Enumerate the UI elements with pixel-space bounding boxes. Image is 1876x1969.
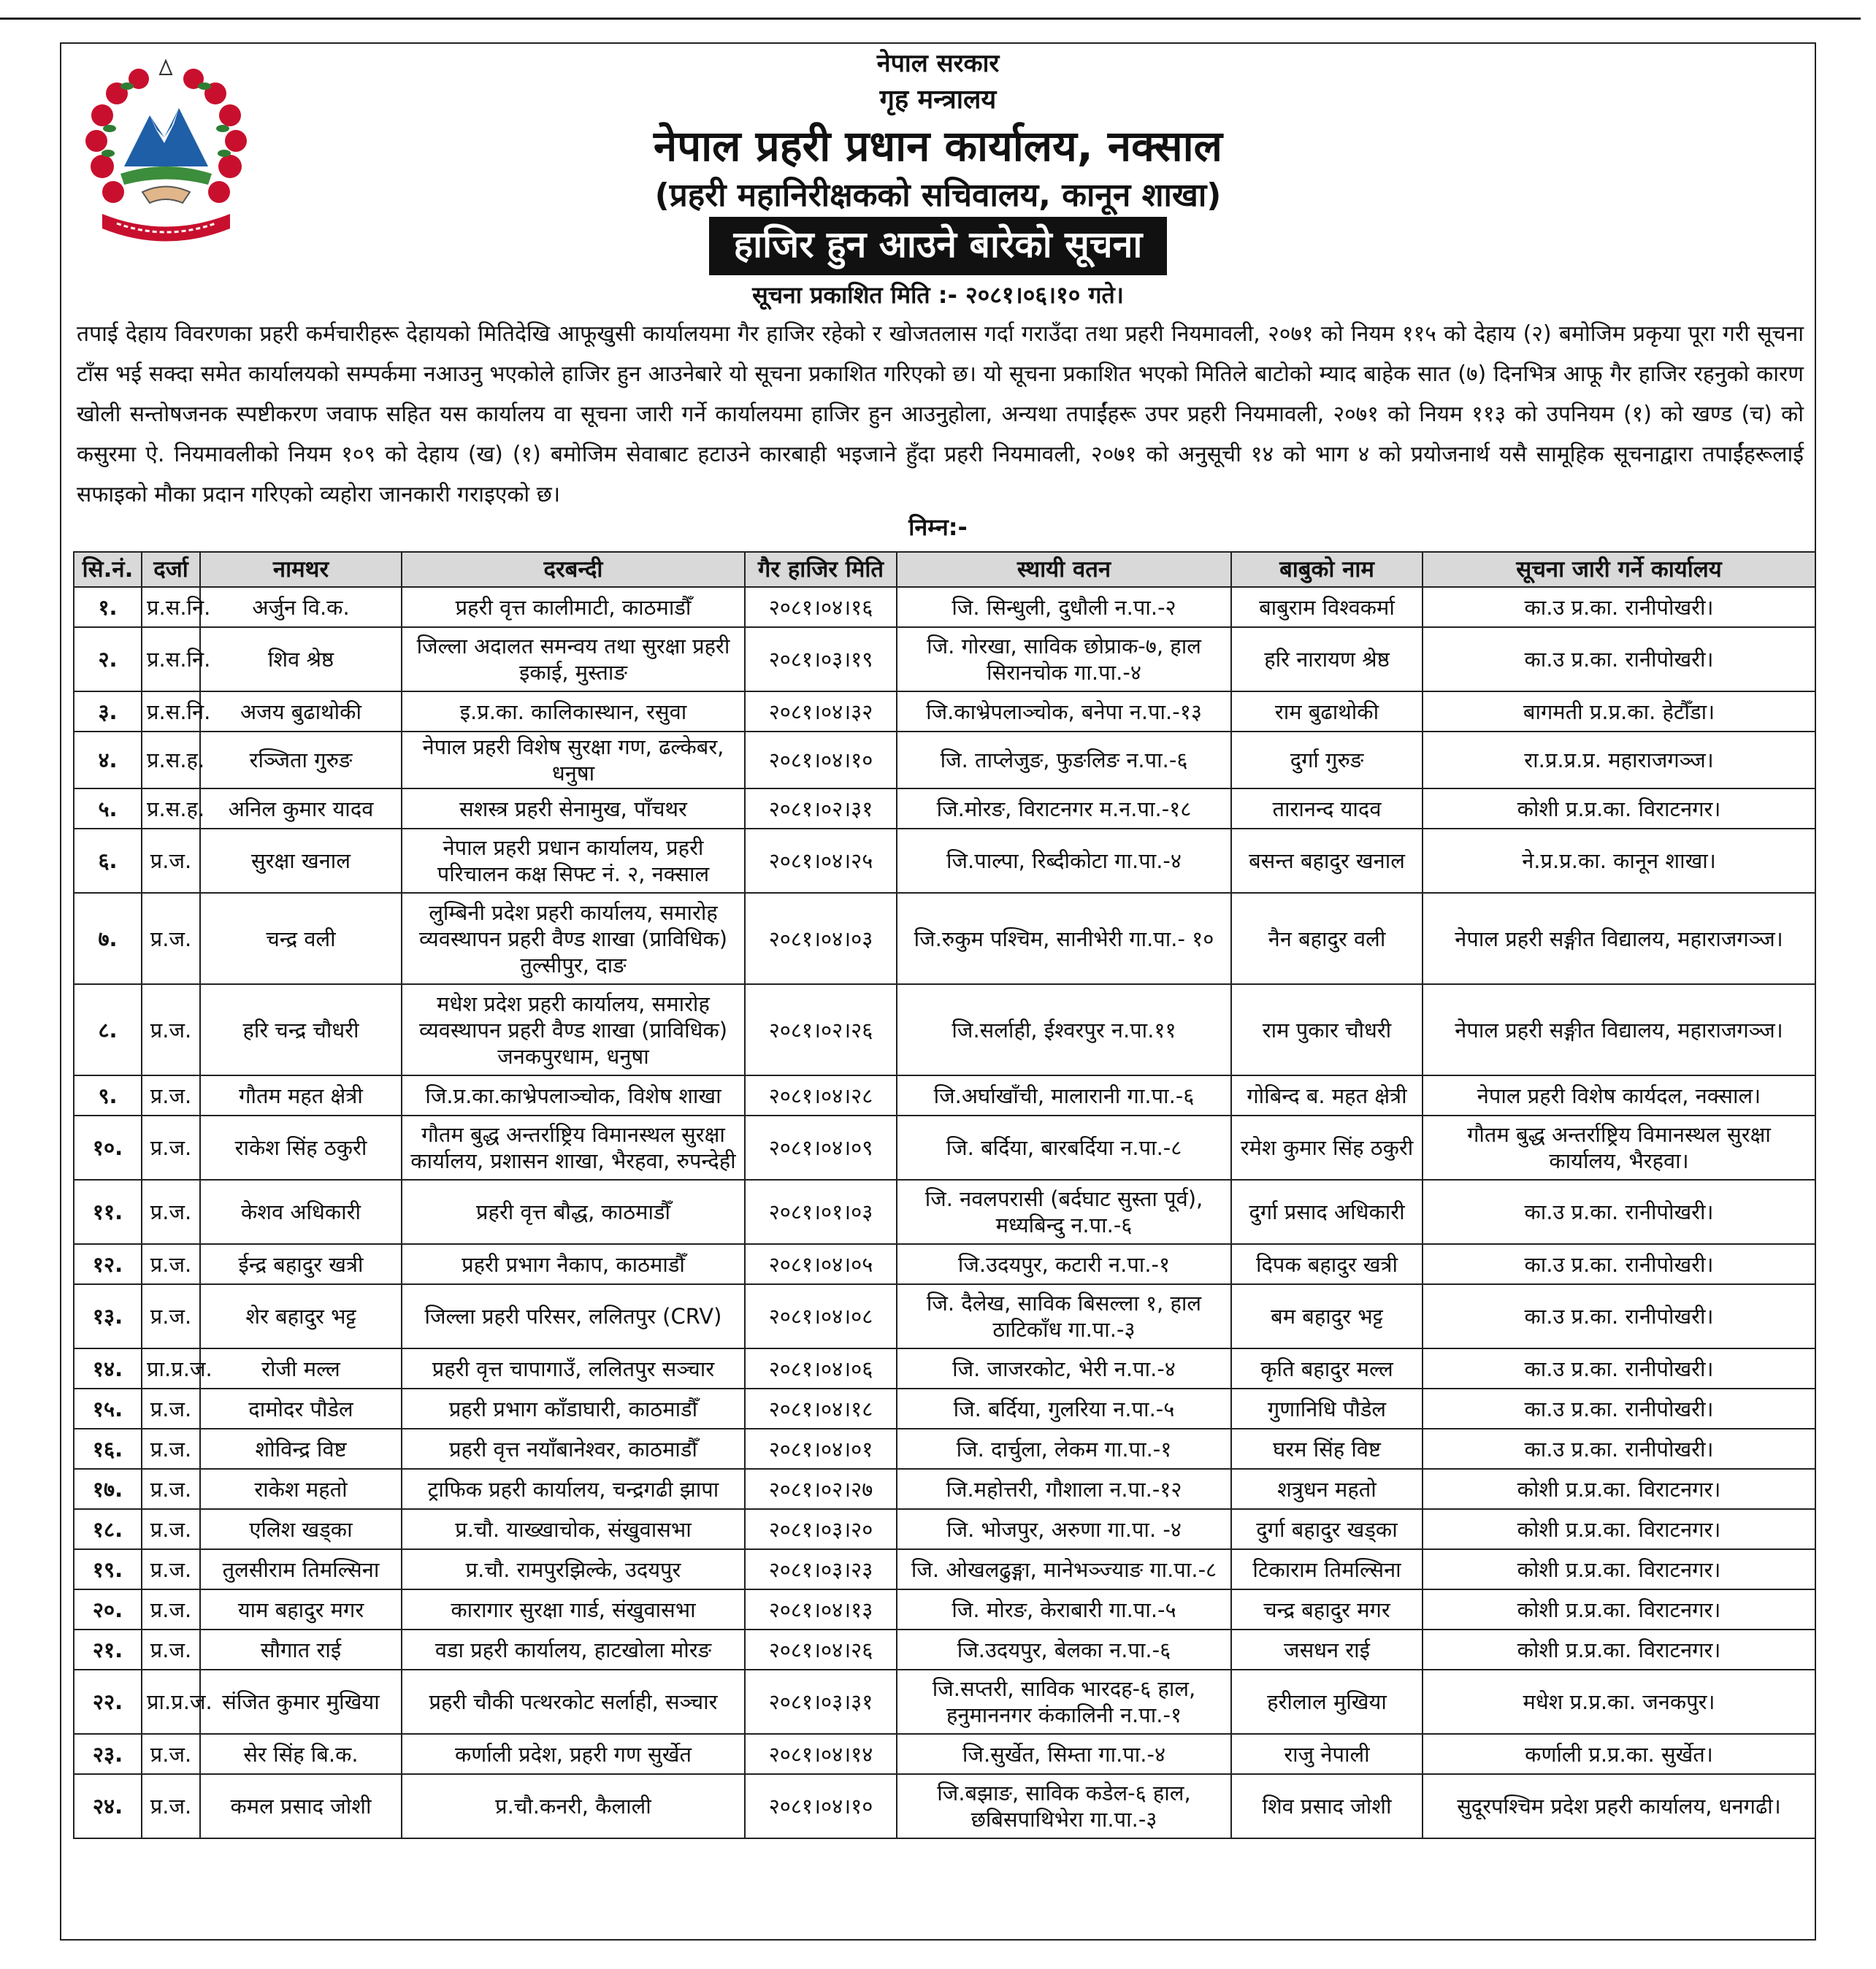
serial-cell: १२. (74, 1244, 142, 1284)
issuing-office-cell: का.उ प्र.का. रानीपोखरी। (1423, 1284, 1815, 1348)
issuing-office-cell: नेपाल प्रहरी विशेष कार्यदल, नक्साल। (1423, 1075, 1815, 1116)
issuing-office-cell: सुदूरपश्चिम प्रदेश प्रहरी कार्यालय, धनगढी। (1423, 1774, 1815, 1838)
father-cell: हरि नारायण श्रेष्ठ (1231, 627, 1423, 691)
father-cell: राम पुकार चौधरी (1231, 984, 1423, 1075)
absent-date-cell: २०८१।०२।३१ (745, 788, 897, 829)
table-row (74, 732, 1815, 788)
father-cell: टिकाराम तिमल्सिना (1231, 1549, 1423, 1589)
serial-cell: १०. (74, 1116, 142, 1180)
government-name: नेपाल सरकार (876, 49, 1000, 78)
posting-cell: मधेश प्रदेश प्रहरी कार्यालय, समारोह व्यवस्थापन प्रहरी वैण्ड शाखा (प्राविधिक) जनकपुरधाम, धनुषा (402, 984, 745, 1075)
serial-cell: ६. (74, 829, 142, 893)
absent-date-cell: २०८१।०३।१९ (745, 627, 897, 691)
serial-cell: १६. (74, 1429, 142, 1469)
address-cell: जि. बर्दिया, बारबर्दिया न.पा.-८ (897, 1116, 1231, 1180)
posting-cell: ट्राफिक प्रहरी कार्यालय, चन्द्रगढी झापा (402, 1469, 745, 1509)
table-row (74, 829, 1815, 893)
issuing-office-cell: कर्णाली प्र.प्र.का. सुर्खेत। (1423, 1734, 1815, 1774)
posting-cell: जि.प्र.का.काभ्रेपलाञ्चोक, विशेष शाखा (402, 1075, 745, 1116)
father-cell: बसन्त बहादुर खनाल (1231, 829, 1423, 893)
posting-cell: नेपाल प्रहरी विशेष सुरक्षा गण, ढल्केबर, धनुषा (402, 732, 745, 788)
father-cell: बम बहादुर भट्ट (1231, 1284, 1423, 1348)
posting-cell: प्र.चौ. याख्खाचोक, संखुवासभा (402, 1509, 745, 1549)
father-cell: घरम सिंह विष्ट (1231, 1429, 1423, 1469)
rank-cell: प्र.स.ह. (142, 732, 200, 788)
serial-cell: ७. (74, 893, 142, 984)
table-row (74, 1429, 1815, 1469)
issuing-office-cell: नेपाल प्रहरी सङ्गीत विद्यालय, महाराजगञ्ज। (1423, 984, 1815, 1075)
table-row (74, 1630, 1815, 1670)
rank-cell: प्र.ज. (142, 1244, 200, 1284)
name-cell: अनिल कुमार यादव (200, 788, 402, 829)
rank-cell: प्र.ज. (142, 984, 200, 1075)
serial-cell: ५. (74, 788, 142, 829)
name-cell: कमल प्रसाद जोशी (200, 1774, 402, 1838)
absent-date-cell: २०८१।०४।१६ (745, 587, 897, 627)
name-cell: हरि चन्द्र चौधरी (200, 984, 402, 1075)
posting-cell: वडा प्रहरी कार्यालय, हाटखोला मोरङ (402, 1630, 745, 1670)
serial-cell: १८. (74, 1509, 142, 1549)
name-cell: अर्जुन वि.क. (200, 587, 402, 627)
father-cell: दुर्गा प्रसाद अधिकारी (1231, 1180, 1423, 1244)
posting-cell: कारागार सुरक्षा गार्ड, संखुवासभा (402, 1589, 745, 1630)
issuing-office-cell: का.उ प्र.का. रानीपोखरी। (1423, 627, 1815, 691)
address-cell: जि.रुकुम पश्चिम, सानीभेरी गा.पा.- १० (897, 893, 1231, 984)
absent-date-cell: २०८१।०४।०६ (745, 1348, 897, 1389)
issuing-office-cell: नेपाल प्रहरी सङ्गीत विद्यालय, महाराजगञ्ज। (1423, 893, 1815, 984)
table-row (74, 1348, 1815, 1389)
rank-cell: प्र.ज. (142, 1075, 200, 1116)
serial-cell: ३. (74, 691, 142, 732)
posting-cell: गौतम बुद्ध अन्तर्राष्ट्रिय विमानस्थल सुरक्षा कार्यालय, प्रशासन शाखा, भैरहवा, रुपन्देही (402, 1116, 745, 1180)
absent-date-cell: २०८१।०४।२८ (745, 1075, 897, 1116)
name-cell: रोजी मल्ल (200, 1348, 402, 1389)
address-cell: जि. जाजरकोट, भेरी न.पा.-४ (897, 1348, 1231, 1389)
rank-cell: प्र.ज. (142, 1429, 200, 1469)
posting-cell: नेपाल प्रहरी प्रधान कार्यालय, प्रहरी परिचालन कक्ष सिफ्ट नं. २, नक्साल (402, 829, 745, 893)
header-posting: दरबन्दी (402, 552, 745, 587)
issuing-office-cell: कोशी प्र.प्र.का. विराटनगर। (1423, 788, 1815, 829)
issuing-office-cell: का.उ प्र.का. रानीपोखरी। (1423, 1180, 1815, 1244)
absent-date-cell: २०८१।०४।१८ (745, 1389, 897, 1429)
serial-cell: २. (74, 627, 142, 691)
address-cell: जि.अर्घाखाँची, मालारानी गा.पा.-६ (897, 1075, 1231, 1116)
list-intro: निम्न:- (908, 513, 968, 541)
father-cell: चन्द्र बहादुर मगर (1231, 1589, 1423, 1630)
name-cell: गौतम महत क्षेत्री (200, 1075, 402, 1116)
absent-date-cell: २०८१।०४।०९ (745, 1116, 897, 1180)
address-cell: जि.उदयपुर, बेलका न.पा.-६ (897, 1630, 1231, 1670)
issuing-office-cell: ने.प्र.प्र.का. कानून शाखा। (1423, 829, 1815, 893)
rank-cell: प्रा.प्र.ज. (142, 1348, 200, 1389)
name-cell: शोविन्द्र विष्ट (200, 1429, 402, 1469)
issuing-office-cell: का.उ प्र.का. रानीपोखरी। (1423, 1429, 1815, 1469)
serial-cell: ८. (74, 984, 142, 1075)
father-cell: कृति बहादुर मल्ल (1231, 1348, 1423, 1389)
table-row (74, 1670, 1815, 1734)
rank-cell: प्र.ज. (142, 1180, 200, 1244)
posting-cell: प्र.चौ.कनरी, कैलाली (402, 1774, 745, 1838)
father-cell: तारानन्द यादव (1231, 788, 1423, 829)
issuing-office-cell: का.उ प्र.का. रानीपोखरी। (1423, 1389, 1815, 1429)
serial-cell: ११. (74, 1180, 142, 1244)
address-cell: जि. बर्दिया, गुलरिया न.पा.-५ (897, 1389, 1231, 1429)
ministry-name: गृह मन्त्रालय (879, 85, 997, 115)
posting-cell: प्रहरी वृत्त बौद्ध, काठमाडौँ (402, 1180, 745, 1244)
father-cell: दिपक बहादुर खत्री (1231, 1244, 1423, 1284)
father-cell: नैन बहादुर वली (1231, 893, 1423, 984)
serial-cell: ९. (74, 1075, 142, 1116)
absent-date-cell: २०८१।०४।०८ (745, 1284, 897, 1348)
name-cell: सौगात राई (200, 1630, 402, 1670)
rank-cell: प्र.ज. (142, 1774, 200, 1838)
table-row (74, 1509, 1815, 1549)
name-cell: ईन्द्र बहादुर खत्री (200, 1244, 402, 1284)
issuing-office-cell: कोशी प्र.प्र.का. विराटनगर। (1423, 1630, 1815, 1670)
header-rank: दर्जा (142, 552, 200, 587)
address-cell: जि. भोजपुर, अरुणा गा.पा. -४ (897, 1509, 1231, 1549)
address-cell: जि. दैलेख, साविक बिसल्ला १, हाल ठाटिकाँध गा.पा.-३ (897, 1284, 1231, 1348)
name-cell: चन्द्र वली (200, 893, 402, 984)
posting-cell: सशस्त्र प्रहरी सेनामुख, पाँचथर (402, 788, 745, 829)
address-cell: जि. दार्चुला, लेकम गा.पा.-१ (897, 1429, 1231, 1469)
name-cell: राकेश सिंह ठकुरी (200, 1116, 402, 1180)
rank-cell: प्र.ज. (142, 893, 200, 984)
posting-cell: जिल्ला अदालत समन्वय तथा सुरक्षा प्रहरी इकाई, मुस्ताङ (402, 627, 745, 691)
table-row (74, 691, 1815, 732)
table-row (74, 1469, 1815, 1509)
address-cell: जि.सप्तरी, साविक भारदह-६ हाल, हनुमाननगर कंकालिनी न.पा.-१ (897, 1670, 1231, 1734)
branch-subtitle: (प्रहरी महानिरीक्षकको सचिवालय, कानून शाखा) (654, 177, 1222, 214)
father-cell: गुणानिधि पौडेल (1231, 1389, 1423, 1429)
address-cell: जि.महोत्तरी, गौशाला न.पा.-१२ (897, 1469, 1231, 1509)
table-row (74, 1244, 1815, 1284)
serial-cell: १. (74, 587, 142, 627)
serial-cell: १५. (74, 1389, 142, 1429)
father-cell: दुर्गा गुरुङ (1231, 732, 1423, 788)
notice-body-paragraph: तपाई देहाय विवरणका प्रहरी कर्मचारीहरू देहायको मितिदेखि आफूखुसी कार्यालयमा गैर हाजिर रहेको र खोजतलास गर्दा गराउँदा तथा प्रहरी नियमावली, २०७१ को नियम ११५ को देहाय (२) बमोजिम प्रकृया पूरा गरी सूचना टाँस भई सक्दा समेत कार्यालयको सम्पर्कमा नआउनु भएकोले हाजिर हुन आउनेबारे यो सूचना प्रकाशित गरिएको छ। यो सूचना प्रकाशित भएको मितिले बाटोको म्याद बाहेक सात (७) दिनभित्र आफू गैर हाजिर रहनुको कारण खोली सन्तोषजनक स्पष्टीकरण जवाफ सहित यस कार्यालय वा सूचना जारी गर्ने कार्यालयमा हाजिर हुन आउनुहोला, अन्यथा तपाईंहरू उपर प्रहरी नियमावली, २०७१ को नियम ११३ को उपनियम (१) को खण्ड (च) को कसुरमा ऐ. नियमावलीको नियम १०९ को देहाय (ख) (१) बमोजिम सेवाबाट हटाउने कारबाही भइजाने हुँदा प्रहरी नियमावली, २०७१ को अनुसूची १४ को भाग ४ को प्रयोजनार्थ यसै सामूहिक सूचनाद्वारा तपाईंहरूलाई सफाइको मौका प्रदान गरिएको व्यहोरा जानकारी गराइएको छ। (77, 321, 1804, 507)
issuing-office-cell: कोशी प्र.प्र.का. विराटनगर। (1423, 1509, 1815, 1549)
rank-cell: प्र.ज. (142, 1589, 200, 1630)
issuing-office-cell: बागमती प्र.प्र.का. हेटौँडा। (1423, 691, 1815, 732)
header-address: स्थायी वतन (897, 552, 1231, 587)
address-cell: जि.मोरङ, विराटनगर म.न.पा.-१८ (897, 788, 1231, 829)
serial-cell: २४. (74, 1774, 142, 1838)
absent-date-cell: २०८१।०१।०३ (745, 1180, 897, 1244)
posting-cell: इ.प्र.का. कालिकास्थान, रसुवा (402, 691, 745, 732)
name-cell: शिव श्रेष्ठ (200, 627, 402, 691)
absent-date-cell: २०८१।०४।१४ (745, 1734, 897, 1774)
posting-cell: प्रहरी प्रभाग काँडाघारी, काठमाडौँ (402, 1389, 745, 1429)
rank-cell: प्र.स.ह. (142, 788, 200, 829)
serial-cell: १४. (74, 1348, 142, 1389)
serial-cell: १३. (74, 1284, 142, 1348)
published-date: सूचना प्रकाशित मिति :- २०८१।०६।१० गते। (752, 281, 1124, 309)
address-cell: जि. मोरङ, केराबारी गा.पा.-५ (897, 1589, 1231, 1630)
name-cell: अजय बुढाथोकी (200, 691, 402, 732)
address-cell: जि. गोरखा, साविक छोप्राक-७, हाल सिरानचोक गा.पा.-४ (897, 627, 1231, 691)
father-cell: रमेश कुमार सिंह ठकुरी (1231, 1116, 1423, 1180)
father-cell: जसधन राई (1231, 1630, 1423, 1670)
rank-cell: प्र.स.नि. (142, 691, 200, 732)
absent-date-cell: २०८१।०४।०१ (745, 1429, 897, 1469)
absent-date-cell: २०८१।०३।३१ (745, 1670, 897, 1734)
posting-cell: प्रहरी वृत्त नयाँबानेश्वर, काठमाडौँ (402, 1429, 745, 1469)
table-row (74, 1180, 1815, 1244)
header-issuing-office: सूचना जारी गर्ने कार्यालय (1423, 552, 1815, 587)
absent-date-cell: २०८१।०४।२६ (745, 1630, 897, 1670)
rank-cell: प्र.ज. (142, 1630, 200, 1670)
absent-date-cell: २०८१।०२।२७ (745, 1469, 897, 1509)
table-row (74, 627, 1815, 691)
name-cell: तुलसीराम तिमल्सिना (200, 1549, 402, 1589)
absentee-table (73, 551, 1816, 1839)
rank-cell: प्र.ज. (142, 1734, 200, 1774)
name-cell: सेर सिंह बि.क. (200, 1734, 402, 1774)
issuing-office-cell: मधेश प्र.प्र.का. जनकपुर। (1423, 1670, 1815, 1734)
table-row (74, 1549, 1815, 1589)
rank-cell: प्र.ज. (142, 1509, 200, 1549)
notice-title-banner: हाजिर हुन आउने बारेको सूचना (709, 217, 1168, 275)
address-cell: जि.उदयपुर, कटारी न.पा.-१ (897, 1244, 1231, 1284)
name-cell: एलिश खड्का (200, 1509, 402, 1549)
absent-date-cell: २०८१।०४।२५ (745, 829, 897, 893)
address-cell: जि. नवलपरासी (बर्दघाट सुस्ता पूर्व), मध्यबिन्दु न.पा.-६ (897, 1180, 1231, 1244)
table-row (74, 893, 1815, 984)
table-row (74, 1734, 1815, 1774)
name-cell: रञ्जिता गुरुङ (200, 732, 402, 788)
absent-date-cell: २०८१।०४।१० (745, 732, 897, 788)
name-cell: सुरक्षा खनाल (200, 829, 402, 893)
absent-date-cell: २०८१।०४।०३ (745, 893, 897, 984)
absent-date-cell: २०८१।०३।२० (745, 1509, 897, 1549)
posting-cell: प्रहरी चौकी पत्थरकोट सर्लाही, सञ्चार (402, 1670, 745, 1734)
address-cell: जि. सिन्धुली, दुधौली न.पा.-२ (897, 587, 1231, 627)
absent-date-cell: २०८१।०३।२३ (745, 1549, 897, 1589)
rank-cell: प्रा.प्र.ज. (142, 1670, 200, 1734)
rank-cell: प्र.ज. (142, 1284, 200, 1348)
rank-cell: प्र.ज. (142, 1549, 200, 1589)
table-row (74, 1389, 1815, 1429)
address-cell: जि.पाल्पा, रिब्दीकोटा गा.पा.-४ (897, 829, 1231, 893)
rank-cell: प्र.स.नि. (142, 587, 200, 627)
table-body (74, 587, 1815, 1838)
address-cell: जि.काभ्रेपलाञ्चोक, बनेपा न.पा.-१३ (897, 691, 1231, 732)
rank-cell: प्र.ज. (142, 829, 200, 893)
father-cell: शत्रुधन महतो (1231, 1469, 1423, 1509)
issuing-office-cell: कोशी प्र.प्र.का. विराटनगर। (1423, 1549, 1815, 1589)
top-rule (0, 18, 1861, 20)
address-cell: जि.बझाङ, साविक कडेल-६ हाल, छबिसपाथिभेरा गा.पा.-३ (897, 1774, 1231, 1838)
posting-cell: जिल्ला प्रहरी परिसर, ललितपुर (CRV) (402, 1284, 745, 1348)
posting-cell: प्र.चौ. रामपुरझिल्के, उदयपुर (402, 1549, 745, 1589)
rank-cell: प्र.ज. (142, 1469, 200, 1509)
table-row (74, 1116, 1815, 1180)
issuing-office-cell: रा.प्र.प्र.प्र. महाराजगञ्ज। (1423, 732, 1815, 788)
absent-date-cell: २०८१।०४।०५ (745, 1244, 897, 1284)
father-cell: दुर्गा बहादुर खड्का (1231, 1509, 1423, 1549)
name-cell: राकेश महतो (200, 1469, 402, 1509)
serial-cell: १७. (74, 1469, 142, 1509)
father-cell: राम बुढाथोकी (1231, 691, 1423, 732)
rank-cell: प्र.स.नि. (142, 627, 200, 691)
serial-cell: २२. (74, 1670, 142, 1734)
address-cell: जि.सुर्खेत, सिम्ता गा.पा.-४ (897, 1734, 1231, 1774)
father-cell: गोबिन्द ब. महत क्षेत्री (1231, 1075, 1423, 1116)
serial-cell: १९. (74, 1549, 142, 1589)
issuing-office-cell: का.उ प्र.का. रानीपोखरी। (1423, 587, 1815, 627)
absent-date-cell: २०८१।०४।३२ (745, 691, 897, 732)
table-header-row (74, 552, 1815, 587)
office-title: नेपाल प्रहरी प्रधान कार्यालय, नक्साल (654, 121, 1222, 171)
issuing-office-cell: कोशी प्र.प्र.का. विराटनगर। (1423, 1589, 1815, 1630)
name-cell: केशव अधिकारी (200, 1180, 402, 1244)
issuing-office-cell: गौतम बुद्ध अन्तर्राष्ट्रिय विमानस्थल सुरक्षा कार्यालय, भैरहवा। (1423, 1116, 1815, 1180)
name-cell: संजित कुमार मुखिया (200, 1670, 402, 1734)
absent-date-cell: २०८१।०४।१३ (745, 1589, 897, 1630)
issuing-office-cell: का.उ प्र.का. रानीपोखरी। (1423, 1348, 1815, 1389)
header-serial: सि.नं. (74, 552, 142, 587)
posting-cell: लुम्बिनी प्रदेश प्रहरी कार्यालय, समारोह व्यवस्थापन प्रहरी वैण्ड शाखा (प्राविधिक) तुल्सीपुर, दाङ (402, 893, 745, 984)
table-row (74, 1589, 1815, 1630)
rank-cell: प्र.ज. (142, 1116, 200, 1180)
table-row (74, 587, 1815, 627)
absent-date-cell: २०८१।०२।२६ (745, 984, 897, 1075)
father-cell: बाबुराम विश्वकर्मा (1231, 587, 1423, 627)
header-father: बाबुको नाम (1231, 552, 1423, 587)
father-cell: हरीलाल मुखिया (1231, 1670, 1423, 1734)
header-name: नामथर (200, 552, 402, 587)
name-cell: याम बहादुर मगर (200, 1589, 402, 1630)
header-absent-date: गैर हाजिर मिति (745, 552, 897, 587)
table-row (74, 1284, 1815, 1348)
posting-cell: कर्णाली प्रदेश, प्रहरी गण सुर्खेत (402, 1734, 745, 1774)
posting-cell: प्रहरी वृत्त चापागाउँ, ललितपुर सञ्चार (402, 1348, 745, 1389)
address-cell: जि.सर्लाही, ईश्वरपुर न.पा.११ (897, 984, 1231, 1075)
issuing-office-cell: का.उ प्र.का. रानीपोखरी। (1423, 1244, 1815, 1284)
serial-cell: ४. (74, 732, 142, 788)
table-row (74, 984, 1815, 1075)
serial-cell: २३. (74, 1734, 142, 1774)
name-cell: शेर बहादुर भट्ट (200, 1284, 402, 1348)
serial-cell: २१. (74, 1630, 142, 1670)
table-row (74, 1075, 1815, 1116)
father-cell: राजु नेपाली (1231, 1734, 1423, 1774)
rank-cell: प्र.ज. (142, 1389, 200, 1429)
absent-date-cell: २०८१।०४।१० (745, 1774, 897, 1838)
table-row (74, 1774, 1815, 1838)
name-cell: दामोदर पौडेल (200, 1389, 402, 1429)
table-row (74, 788, 1815, 829)
father-cell: शिव प्रसाद जोशी (1231, 1774, 1423, 1838)
address-cell: जि. ओखलढुङ्गा, मानेभञ्ज्याङ गा.पा.-८ (897, 1549, 1231, 1589)
address-cell: जि. ताप्लेजुङ, फुङलिङ न.पा.-६ (897, 732, 1231, 788)
posting-cell: प्रहरी वृत्त कालीमाटी, काठमाडौँ (402, 587, 745, 627)
serial-cell: २०. (74, 1589, 142, 1630)
issuing-office-cell: कोशी प्र.प्र.का. विराटनगर। (1423, 1469, 1815, 1509)
posting-cell: प्रहरी प्रभाग नैकाप, काठमाडौँ (402, 1244, 745, 1284)
